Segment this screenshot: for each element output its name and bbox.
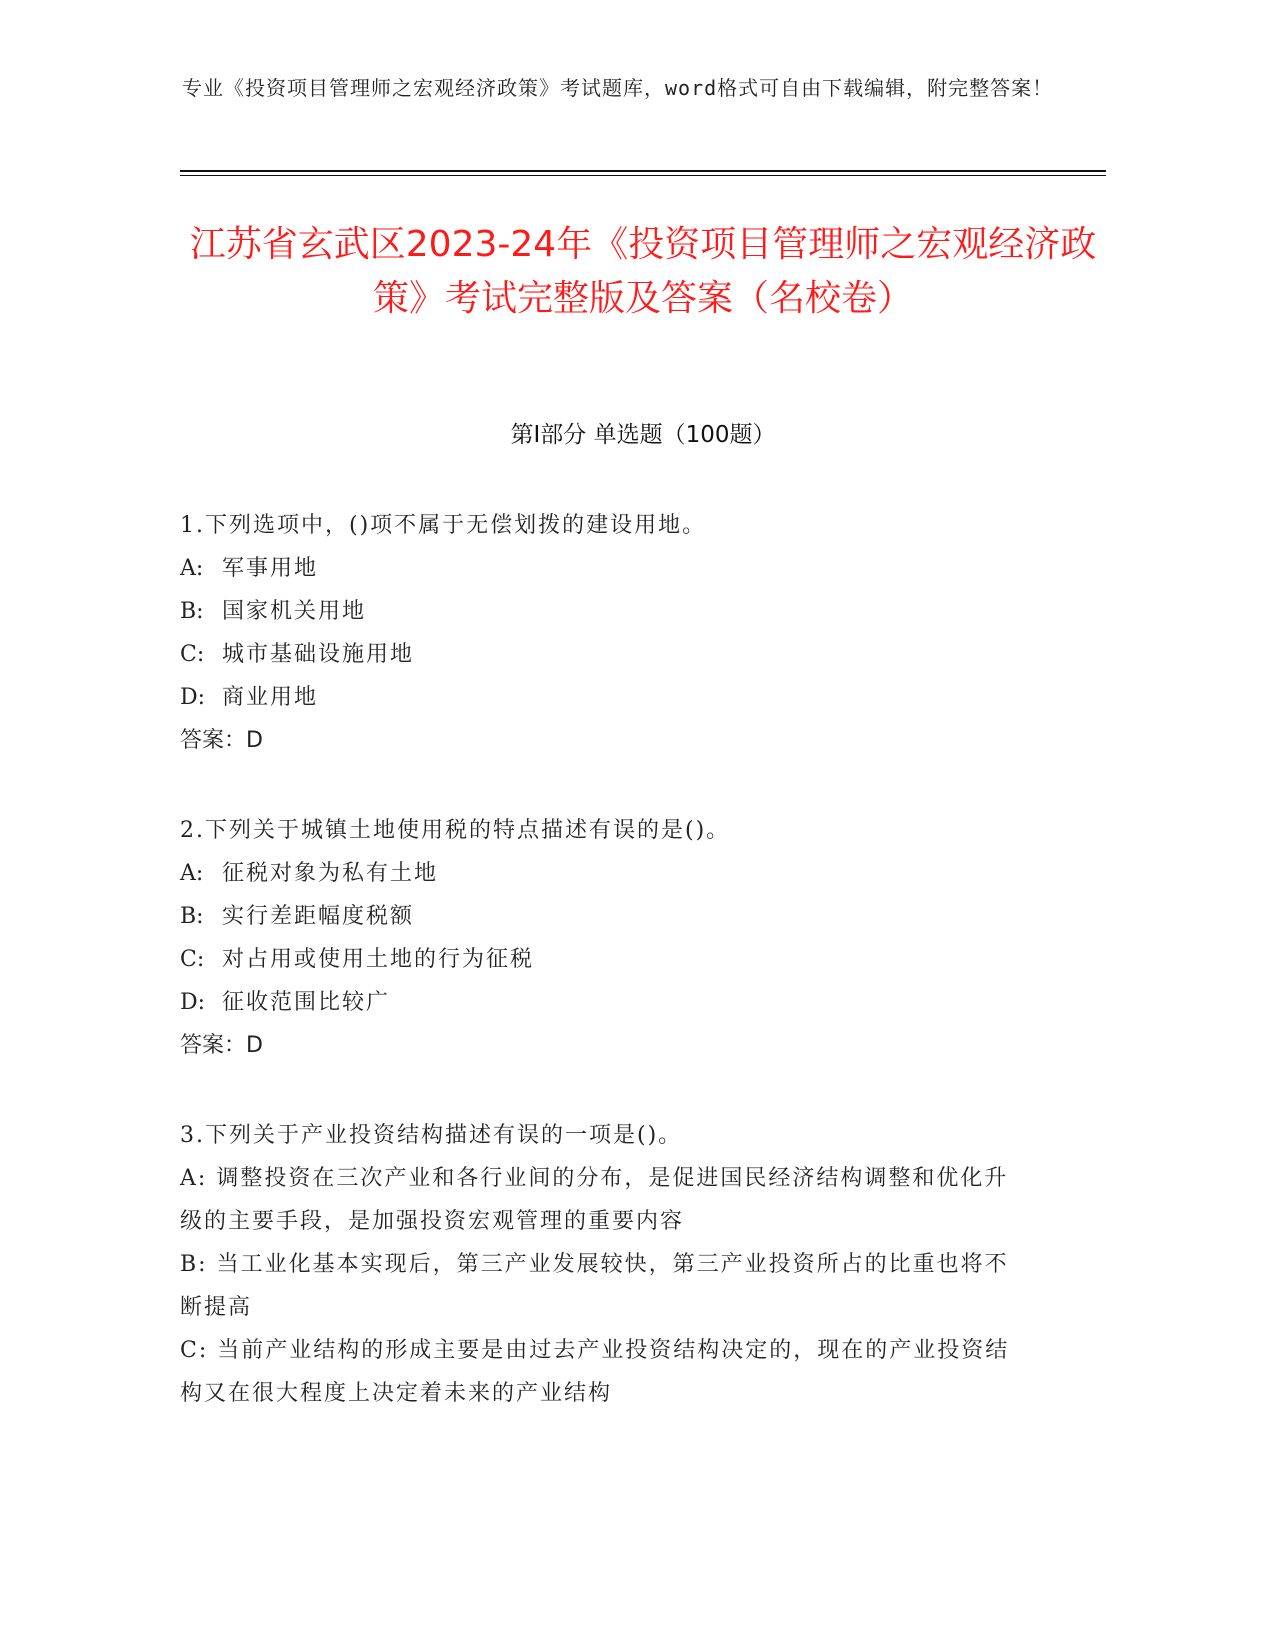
option-text: 征税对象为私有土地	[222, 861, 439, 886]
option-a	[180, 852, 1030, 895]
option-text: 军事用地	[222, 556, 319, 581]
option-c	[180, 1329, 1030, 1415]
option-text: 对占用或使用土地的行为征税	[222, 947, 535, 972]
question-stem: 1.下列选项中，()项不属于无偿划拨的建设用地。	[180, 513, 707, 538]
option-a	[180, 1157, 1030, 1243]
option-key: A:	[180, 556, 204, 581]
header-divider-thick	[180, 170, 1106, 172]
option-a	[180, 547, 1030, 590]
option-key: B:	[180, 1252, 208, 1277]
option-key: A:	[180, 861, 204, 886]
question-1	[180, 504, 1030, 762]
question-2	[180, 809, 1030, 1067]
option-key: C:	[180, 1338, 209, 1363]
option-key: D:	[180, 685, 206, 710]
option-key: C:	[180, 642, 205, 667]
answer-line: 答案：D	[180, 1033, 263, 1058]
option-text: 当工业化基本实现后，第三产业发展较快，第三产业投资所占的比重也将不断提高	[180, 1252, 1009, 1320]
question-3	[180, 1114, 1030, 1415]
option-key: D:	[180, 990, 206, 1015]
option-b	[180, 1243, 1030, 1329]
option-text: 城市基础设施用地	[222, 642, 415, 667]
header-divider-thin	[180, 175, 1106, 176]
option-c	[180, 633, 1030, 676]
option-text: 国家机关用地	[222, 599, 367, 624]
option-text: 实行差距幅度税额	[222, 904, 415, 929]
option-d	[180, 981, 1030, 1024]
section-title: 第I部分 单选题（100题）	[510, 422, 776, 448]
option-b	[180, 895, 1030, 938]
option-b	[180, 590, 1030, 633]
option-text: 调整投资在三次产业和各行业间的分布，是促进国民经济结构调整和优化升级的主要手段，是加强投资宏观管理的重要内容	[180, 1166, 1009, 1234]
option-c	[180, 938, 1030, 981]
option-key: B:	[180, 904, 204, 929]
answer-line: 答案：D	[180, 728, 263, 753]
option-d	[180, 676, 1030, 719]
document-title: 江苏省玄武区2023-24年《投资项目管理师之宏观经济政策》考试完整版及答案（名校卷）	[189, 224, 1097, 319]
option-text: 征收范围比较广	[222, 990, 391, 1015]
option-text: 当前产业结构的形成主要是由过去产业投资结构决定的，现在的产业投资结构又在很大程度上决定着未来的产业结构	[180, 1338, 1010, 1406]
question-stem: 3.下列关于产业投资结构描述有误的一项是()。	[180, 1123, 683, 1148]
header-note: 专业《投资项目管理师之宏观经济政策》考试题库，word格式可自由下载编辑，附完整答案！	[182, 76, 1054, 100]
option-key: C:	[180, 947, 205, 972]
option-key: A:	[180, 1166, 208, 1191]
question-stem: 2.下列关于城镇土地使用税的特点描述有误的是()。	[180, 818, 731, 843]
option-key: B:	[180, 599, 204, 624]
option-text: 商业用地	[222, 685, 319, 710]
